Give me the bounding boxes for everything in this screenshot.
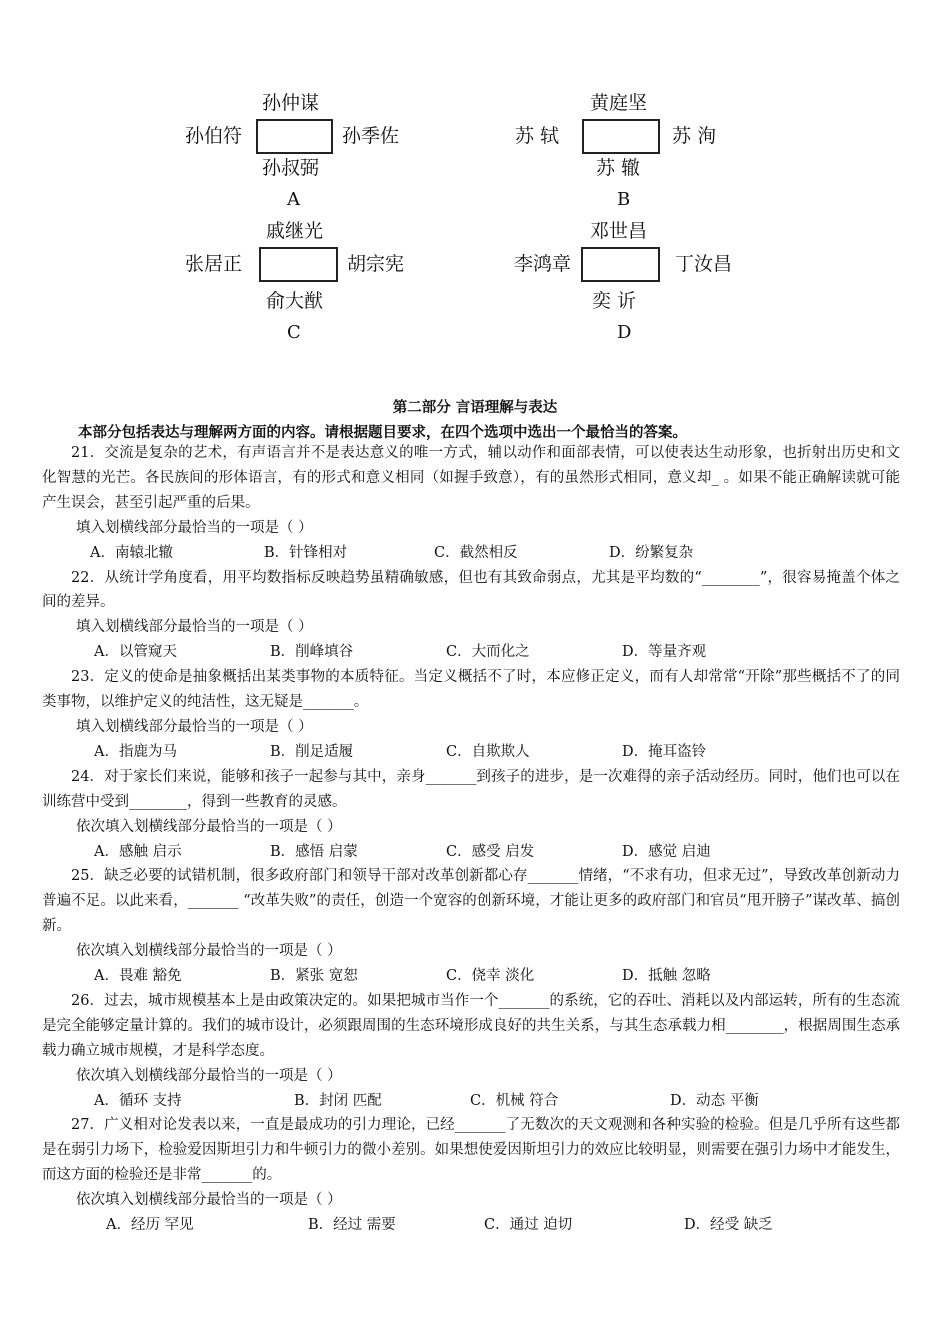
options-row: [42, 640, 900, 665]
option-letter: B: [617, 189, 631, 210]
diagram-bottom-name: 奕 䜣: [592, 290, 637, 312]
option-b: B．削峰填谷: [270, 644, 354, 661]
question-stem: 26．过去，城市规模基本上是由政策决定的。如果把城市当作一个_______的系统，它的吞吐、消耗以及内部运转，所有的生态流是完全能够定量计算的。我们的城市设计，必须跟周围的生态环境形成良好的共生关系，与其生态承载力相________，根据周围生态承载力确立城市规模，才是科学态度。: [42, 992, 900, 1059]
option-d: D．感觉 启迪: [622, 843, 711, 860]
option-a: A．以管窥天: [94, 644, 177, 661]
option-b: B．针锋相对: [264, 544, 348, 561]
section-title: 第二部分 言语理解与表达: [392, 399, 558, 416]
diagram-top-name: 孙仲谋: [262, 92, 320, 114]
option-b: B．紧张 宽恕: [270, 968, 358, 985]
option-c: C．机械 符合: [470, 1092, 559, 1109]
option-a: A．经历 罕见: [106, 1217, 194, 1234]
option-c: C．大而化之: [446, 644, 530, 661]
options-row: [42, 740, 900, 765]
option-d: D．纷繁复杂: [609, 544, 694, 561]
option-b: B．经过 需要: [308, 1217, 396, 1234]
option-a: A．畏难 豁免: [94, 968, 182, 985]
option-c: C．感受 启发: [446, 843, 535, 860]
question-prompt: 依次填入划横线部分最恰当的一项是（ ）: [76, 943, 342, 960]
diagram-top-name: 邓世昌: [590, 220, 648, 242]
question-stem: 23．定义的使命是抽象概括出某类事物的本质特征。当定义概括不了时，本应修正定义，而有人却常常“开除”那些概括不了的同类事物，以维护定义的纯洁性，这无疑是_______。: [42, 669, 900, 711]
option-d: D．等量齐观: [622, 644, 707, 661]
option-d: D．经受 缺乏: [684, 1217, 773, 1234]
option-a: A．指鹿为马: [94, 743, 177, 760]
option-c: C．截然相反: [434, 544, 518, 561]
questions-list: [42, 441, 900, 1238]
diagram-box: [582, 119, 660, 154]
diagram-right-name: 丁汝昌: [675, 253, 733, 275]
option-a: A．循环 支持: [94, 1092, 182, 1109]
section-intro: 本部分包括表达与理解两方面的内容。请根据题目要求，在四个选项中选出一个最恰当的答案。: [78, 424, 687, 441]
question-stem: 25．缺乏必要的试错机制，很多政府部门和领导干部对改革创新都心存_______情绪，“不求有功，但求无过”，导致改革创新动力普遍不足。以此来看，_______ “改革失败”的责任，创造一个宽容的创新环境，才能让更多的政府部门和官员“甩开膀子”谋改革、搞创新。: [42, 868, 900, 935]
option-c: C．自欺欺人: [446, 743, 530, 760]
diagram-bottom-name: 苏 辙: [596, 157, 641, 179]
question-prompt: 填入划横线部分最恰当的一项是（ ）: [76, 619, 313, 636]
question-25: [42, 864, 900, 989]
question-stem: 24．对于家长们来说，能够和孩子一起参与其中，亲身_______到孩子的进步，是一次难得的亲子活动经历。同时，他们也可以在训练营中受到________，得到一些教育的灵感。: [42, 768, 900, 810]
diagram-top-name: 黄庭坚: [590, 92, 648, 114]
question-stem: 21．交流是复杂的艺术，有声语言并不是表达意义的唯一方式，辅以动作和面部表情，可以使表达生动形象，也折射出历史和文化智慧的光芒。各民族间的形体语言，有的形式和意义相同（如握手致意），有的虽然形式相同，意义却_ 。如果不能正确解读就可能产生误会，甚至引起严重的后果。: [42, 445, 900, 511]
options-row: [42, 1089, 900, 1114]
option-letter: C: [287, 322, 301, 343]
option-b: B．削足适履: [270, 743, 354, 760]
diagram-box: [581, 247, 660, 282]
diagram-bottom-name: 俞大猷: [266, 290, 324, 312]
option-d: D．抵触 忽略: [622, 968, 711, 985]
diagram-right-name: 苏 洵: [672, 125, 717, 147]
question-prompt: 填入划横线部分最恰当的一项是（ ）: [76, 519, 313, 536]
diagram-right-name: 孙季佐: [342, 125, 400, 147]
question-26: [42, 989, 900, 1114]
question-23: [42, 665, 900, 765]
diagram-left-name: 张居正: [185, 253, 243, 275]
diagram-box: [256, 119, 333, 154]
diagram-right-name: 胡宗宪: [347, 253, 405, 275]
option-c: C．通过 迫切: [484, 1217, 573, 1234]
options-row: [42, 541, 900, 566]
question-prompt: 依次填入划横线部分最恰当的一项是（ ）: [76, 818, 342, 835]
question-22: [42, 566, 900, 666]
options-row: [42, 964, 900, 989]
option-b: B．感悟 启蒙: [270, 843, 358, 860]
option-a: A．南辕北辙: [90, 544, 173, 561]
question-prompt: 依次填入划横线部分最恰当的一项是（ ）: [76, 1192, 342, 1209]
option-c: C．侥幸 淡化: [446, 968, 535, 985]
option-d: D．动态 平衡: [670, 1092, 759, 1109]
question-21: [42, 441, 900, 566]
option-letter: A: [287, 189, 300, 210]
diagram-left-name: 李鸿章: [514, 253, 572, 275]
question-prompt: 填入划横线部分最恰当的一项是（ ）: [76, 718, 313, 735]
option-b: B．封闭 匹配: [294, 1092, 382, 1109]
question-27: [42, 1113, 900, 1238]
option-letter: D: [617, 322, 632, 343]
diagram-bottom-name: 孙叔弼: [262, 157, 320, 179]
diagram-left-name: 苏 轼: [515, 125, 560, 147]
option-d: D．掩耳盗铃: [622, 743, 707, 760]
question-stem: 27．广义相对论发表以来，一直是最成功的引力理论，已经_______了无数次的天文观测和各种实验的检验。但是几乎所有这些都是在弱引力场下，检验爱因斯坦引力和牛顿引力的微小差别。如果想使爱因斯坦引力的效应比较明显，则需要在强引力场中才能发生，而这方面的检验还是非常_______的。: [42, 1117, 900, 1184]
options-row: [42, 1213, 900, 1238]
question-24: [42, 765, 900, 865]
diagram-box: [259, 247, 338, 282]
question-prompt: 依次填入划横线部分最恰当的一项是（ ）: [76, 1067, 342, 1084]
options-row: [42, 840, 900, 865]
question-stem: 22．从统计学角度看，用平均数指标反映趋势虽精确敏感，但也有其致命弱点，尤其是平均数的“________”，很容易掩盖个体之间的差异。: [42, 569, 900, 611]
diagram-top-name: 戚继光: [266, 220, 324, 242]
option-a: A．感触 启示: [94, 843, 182, 860]
diagram-left-name: 孙伯符: [185, 125, 243, 147]
